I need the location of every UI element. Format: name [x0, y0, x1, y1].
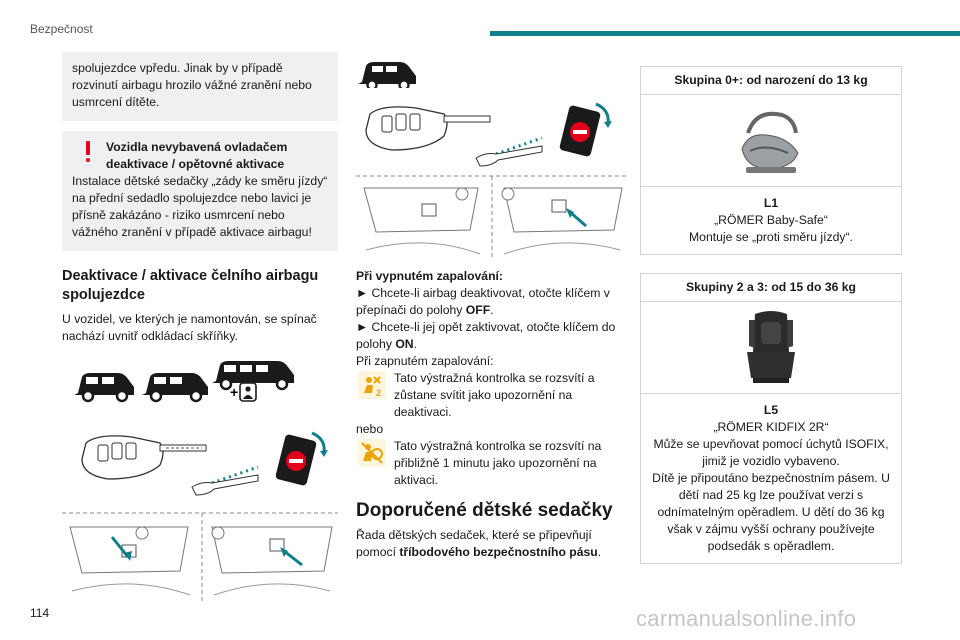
seat-image-cell — [641, 95, 901, 187]
van-short-icon — [74, 373, 134, 401]
step-deactivate: ► Chcete-li airbag deaktivovat, otočte klíčem v přepínači do polohy OFF. — [356, 286, 610, 317]
airbag-off-indicator-icon — [358, 371, 386, 399]
seat-table-group23 — [640, 273, 902, 564]
airbag-switch-icon — [275, 433, 328, 486]
indicator-on-line: Tato výstražná kontrolka se rozsvítí na přibližně 1 minutu jako upozornění na aktivaci. — [356, 438, 628, 489]
seat-description — [641, 394, 901, 563]
vehicle-icons — [62, 355, 338, 415]
svg-text:2: 2 — [376, 388, 382, 398]
section-text-child-seats: Řada dětských sedaček, které se připevňují pomocí tříbodového bezpečnostního pásu. — [356, 528, 602, 559]
table-header: Skupiny 2 a 3: od 15 do 36 kg — [641, 274, 901, 302]
seat-code: L1 — [763, 196, 779, 210]
seat-note: Montuje se „proti směru jízdy“. — [689, 230, 853, 244]
seat-note: Může se upevňovat pomocí úchytů ISOFIX, jimiž je vozidlo vybaveno. — [653, 437, 889, 468]
warning-text: Instalace dětské sedačky „zády ke směru jízdy“ na přední sedadlo spolujezdce nebo lavici je přísně zakázáno - riziko usmrcení nebo vážného zranění v případě aktivace airbagu! — [72, 174, 328, 239]
section-text-airbag: U vozidel, ve kterých je namontován, se spínač nachází uvnitř odkládací skříňky. — [62, 312, 317, 343]
column-left — [62, 52, 338, 603]
seat-code: L5 — [763, 403, 779, 417]
indicator-off-line: 2 Tato výstražná kontrolka se rozsvítí a zůstane svítit jako upozornění na deaktivaci. — [356, 370, 628, 421]
intro-text: spolujezdce vpředu. Jinak by v případě rozvinutí airbagu hrozilo vážné zranění nebo usmrcení dítěte. — [72, 61, 312, 109]
passenger-badge-icon — [240, 383, 256, 401]
seat-note-2: Dítě je připoutáno bezpečnostním pásem. U dětí nad 25 kg lze používat verzi s odnímatelným opěradlem. U dětí do 36 kg však v zájmu vyšší ochrany používejte podsedák s opěradlem. — [652, 471, 890, 553]
column-middle — [356, 52, 628, 561]
section-heading-airbag: Deaktivace / aktivace čelního airbagu spolujezdce — [62, 268, 319, 303]
van-icon — [358, 62, 416, 88]
booster-seat-icon — [741, 308, 801, 388]
ignition-on-title: Při zapnutém zapalování: — [356, 354, 494, 368]
seat-model: „RÖMER Baby-Safe“ — [714, 213, 828, 227]
header-accent-bar — [490, 31, 960, 36]
page-number: 114 — [30, 606, 50, 620]
watermark: carmanualsonline.info — [636, 606, 857, 631]
warning-box — [62, 131, 338, 251]
key-fob-icon — [82, 436, 206, 479]
or-text: nebo — [356, 422, 384, 436]
key-switch-illustration — [62, 425, 338, 501]
seat-table-group0 — [640, 66, 902, 255]
column-right — [640, 66, 902, 564]
table-header: Skupina 0+: od narození do 13 kg — [641, 67, 901, 95]
vehicle-illustration — [356, 56, 628, 88]
baby-carrier-icon — [736, 103, 806, 179]
van-medium-icon — [142, 373, 208, 401]
seat-description — [641, 187, 901, 254]
warning-title: Vozidla nevybavená ovladačem deaktivace / opětovné aktivace — [106, 140, 288, 171]
plus-sign: + — [230, 384, 239, 400]
section-heading-child-seats: Doporučené dětské sedačky — [356, 500, 613, 521]
airbag-on-indicator-icon — [358, 439, 386, 467]
airbag-switch-icon — [559, 104, 612, 157]
seat-model: „RÖMER KIDFIX 2R“ — [713, 420, 829, 434]
seat-image-cell — [641, 302, 901, 394]
step-activate: ► Chcete-li jej opět zaktivovat, otočte klíčem do polohy ON. — [356, 320, 616, 351]
glovebox-illustration — [62, 511, 338, 603]
key-switch-illustration-2 — [356, 92, 628, 172]
steering-icon — [136, 527, 148, 539]
warning-exclamation-icon — [84, 141, 92, 163]
glovebox-illustration-2 — [356, 174, 628, 260]
intro-box — [62, 52, 338, 121]
ignition-off-title: Při vypnutém zapalování: — [356, 269, 503, 283]
header-title: Bezpečnost — [30, 22, 93, 36]
key-fob-icon — [366, 107, 490, 150]
